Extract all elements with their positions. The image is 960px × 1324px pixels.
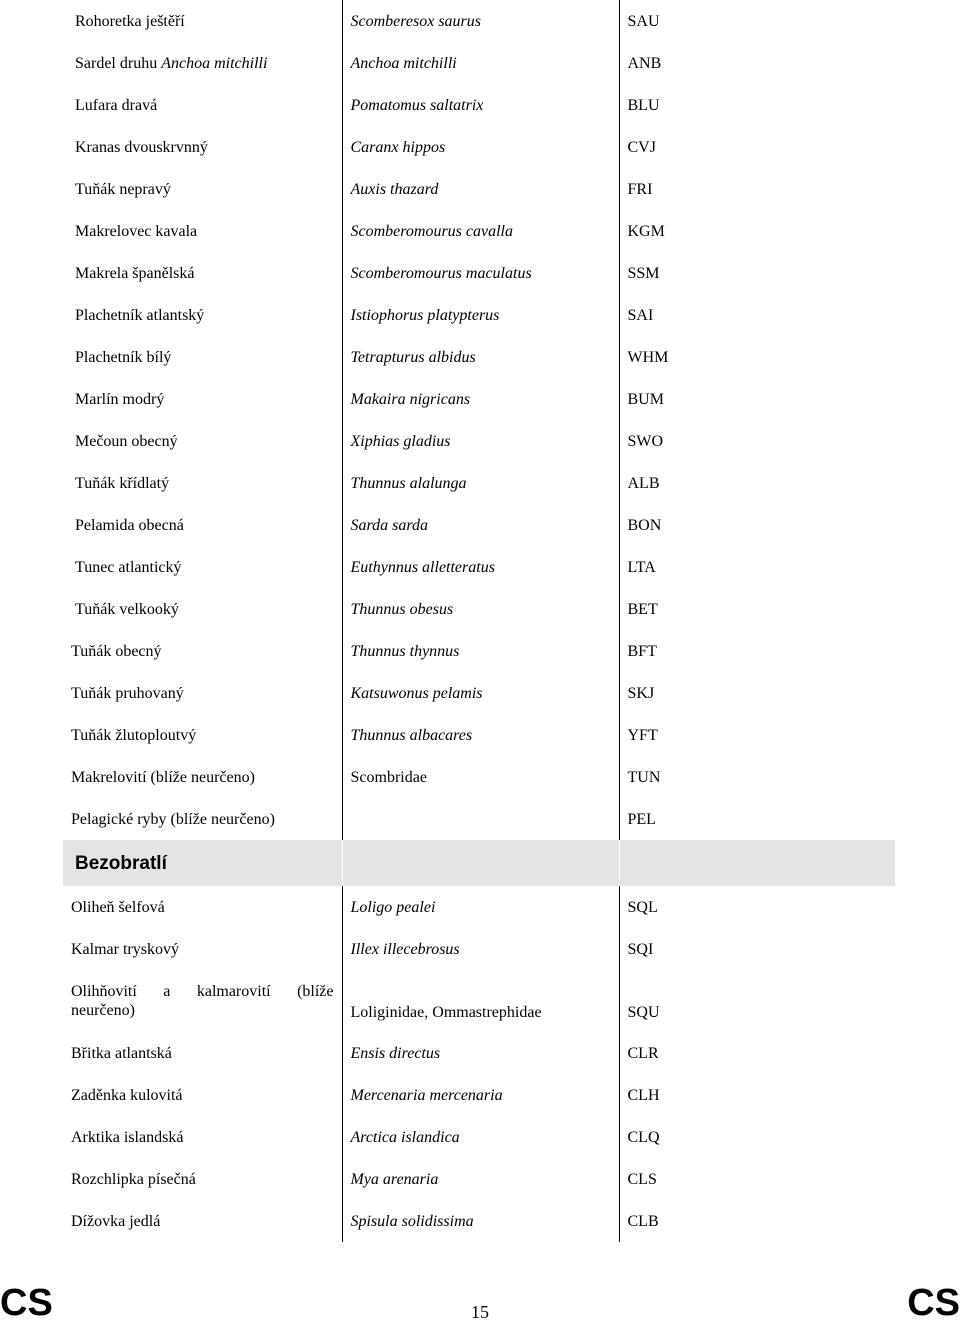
czech-name-line1: Olihňovití a kalmarovití (blíže <box>71 983 334 1000</box>
section-title: Bezobratlí <box>63 840 342 886</box>
table-row <box>63 1032 895 1074</box>
code-cell: ALB <box>619 462 895 504</box>
code-cell: BON <box>619 504 895 546</box>
czech-name-cell: Makrelovec kavala <box>75 222 198 240</box>
table-row <box>63 1158 895 1200</box>
table-row <box>63 378 895 420</box>
czech-name-cell: Lufara dravá <box>75 96 158 114</box>
code-cell: YFT <box>619 714 895 756</box>
latin-name-cell: Thunnus albacares <box>342 714 619 756</box>
czech-name-cell: Plachetník bílý <box>75 348 172 366</box>
czech-name-cell: Arktika islandská <box>71 1128 184 1146</box>
table-row <box>63 504 895 546</box>
latin-name-cell: Arctica islandica <box>342 1116 619 1158</box>
code-cell: SSM <box>619 252 895 294</box>
czech-name-cell: Oliheň šelfová <box>71 898 165 916</box>
code-cell: SQU <box>619 970 895 1032</box>
czech-name-italic: Anchoa mitchilli <box>161 54 268 72</box>
code-cell: CLR <box>619 1032 895 1074</box>
code-cell: CLQ <box>619 1116 895 1158</box>
latin-name-cell: Thunnus alalunga <box>342 462 619 504</box>
latin-name-cell: Anchoa mitchilli <box>342 42 619 84</box>
code-cell: FRI <box>619 168 895 210</box>
table-row <box>63 672 895 714</box>
czech-name-cell: Rohoretka ještěří <box>75 12 185 30</box>
czech-name-cell: Rozchlipka písečná <box>71 1170 196 1188</box>
czech-name-cell: Tuňák pruhovaný <box>71 684 184 702</box>
code-cell: LTA <box>619 546 895 588</box>
footer-language-code-left: CS <box>0 1282 53 1324</box>
code-cell: BFT <box>619 630 895 672</box>
latin-name-cell: Thunnus obesus <box>342 588 619 630</box>
czech-name-line2: neurčeno) <box>71 1002 135 1019</box>
czech-name-prefix: Sardel druhu <box>75 54 162 72</box>
czech-name-cell: Mečoun obecný <box>75 432 178 450</box>
latin-name-cell: Katsuwonus pelamis <box>342 672 619 714</box>
table-row <box>63 588 895 630</box>
latin-name-cell: Caranx hippos <box>342 126 619 168</box>
page-number: 15 <box>471 1302 489 1322</box>
code-cell: KGM <box>619 210 895 252</box>
code-cell: CLB <box>619 1200 895 1242</box>
section-header-row <box>63 840 895 886</box>
latin-name-cell: Auxis thazard <box>342 168 619 210</box>
table-row <box>63 252 895 294</box>
code-cell: SAI <box>619 294 895 336</box>
czech-name-cell: Tunec atlantický <box>75 558 182 576</box>
table-row <box>63 0 895 42</box>
table-row <box>63 42 895 84</box>
czech-name-cell: Kranas dvouskrvnný <box>75 138 208 156</box>
code-cell: CLH <box>619 1074 895 1116</box>
table-row <box>63 210 895 252</box>
czech-name-cell: Zaděnka kulovitá <box>71 1086 183 1104</box>
latin-name-cell: Ensis directus <box>342 1032 619 1074</box>
czech-name-cell <box>63 970 342 1032</box>
latin-name-cell: Pomatomus saltatrix <box>342 84 619 126</box>
code-cell: ANB <box>619 42 895 84</box>
latin-name-cell: Scomberomourus maculatus <box>342 252 619 294</box>
table-row <box>63 1200 895 1242</box>
table-row <box>63 1074 895 1116</box>
latin-name-cell: Scomberesox saurus <box>342 0 619 42</box>
latin-name-cell: Euthynnus alletteratus <box>342 546 619 588</box>
latin-name-cell: Loliginidae, Ommastrephidae <box>342 970 619 1032</box>
czech-name-cell: Tuňák žlutoploutvý <box>71 726 197 744</box>
table-row <box>63 336 895 378</box>
code-cell: WHM <box>619 336 895 378</box>
code-cell: PEL <box>619 798 895 840</box>
table-row <box>63 886 895 928</box>
latin-name-cell: Illex illecebrosus <box>342 928 619 970</box>
latin-name-cell <box>342 798 619 840</box>
code-cell: TUN <box>619 756 895 798</box>
species-code-table <box>63 0 895 1242</box>
czech-name-cell: Tuňák nepravý <box>75 180 171 198</box>
czech-name-cell: Dížovka jedlá <box>71 1212 161 1230</box>
code-cell: SQI <box>619 928 895 970</box>
table-row <box>63 928 895 970</box>
czech-name-cell: Břitka atlantská <box>71 1044 172 1062</box>
latin-name-cell: Xiphias gladius <box>342 420 619 462</box>
table-row <box>63 168 895 210</box>
czech-name-cell: Pelamida obecná <box>75 516 184 534</box>
code-cell: SQL <box>619 886 895 928</box>
latin-name-cell: Mercenaria mercenaria <box>342 1074 619 1116</box>
czech-name-cell: Marlín modrý <box>75 390 165 408</box>
czech-name-cell: Tuňák velkooký <box>75 600 179 618</box>
code-cell: SAU <box>619 0 895 42</box>
latin-name-cell: Makaira nigricans <box>342 378 619 420</box>
code-cell: BUM <box>619 378 895 420</box>
czech-name-cell <box>63 42 342 84</box>
table-row <box>63 420 895 462</box>
czech-name-cell: Kalmar tryskový <box>71 940 179 958</box>
latin-name-cell: Mya arenaria <box>342 1158 619 1200</box>
czech-name-cell: Tuňák křídlatý <box>75 474 170 492</box>
code-cell: SWO <box>619 420 895 462</box>
latin-name-cell: Spisula solidissima <box>342 1200 619 1242</box>
code-cell: BLU <box>619 84 895 126</box>
table-row <box>63 546 895 588</box>
table-row <box>63 1116 895 1158</box>
czech-name-cell: Makrelovití (blíže neurčeno) <box>71 768 255 786</box>
table-row <box>63 714 895 756</box>
latin-name-cell: Scomberomourus cavalla <box>342 210 619 252</box>
code-cell: CLS <box>619 1158 895 1200</box>
code-cell: CVJ <box>619 126 895 168</box>
table-row <box>63 462 895 504</box>
czech-name-cell: Plachetník atlantský <box>75 306 205 324</box>
table-row <box>63 630 895 672</box>
table-row <box>63 756 895 798</box>
latin-name-cell: Thunnus thynnus <box>342 630 619 672</box>
code-cell: SKJ <box>619 672 895 714</box>
table-row <box>63 970 895 1032</box>
section-empty-cell <box>619 840 895 886</box>
table-row <box>63 294 895 336</box>
table-row <box>63 798 895 840</box>
latin-name-cell: Istiophorus platypterus <box>342 294 619 336</box>
latin-name-cell: Sarda sarda <box>342 504 619 546</box>
latin-name-cell: Scombridae <box>342 756 619 798</box>
table-row <box>63 84 895 126</box>
czech-name-cell: Tuňák obecný <box>71 642 162 660</box>
czech-name-cell: Makrela španělská <box>75 264 195 282</box>
latin-name-cell: Tetrapturus albidus <box>342 336 619 378</box>
czech-name-cell: Pelagické ryby (blíže neurčeno) <box>71 810 275 828</box>
species-table-container <box>63 0 895 1242</box>
code-cell: BET <box>619 588 895 630</box>
footer-language-code-right: CS <box>907 1282 960 1324</box>
section-empty-cell <box>342 840 619 886</box>
latin-name-cell: Loligo pealei <box>342 886 619 928</box>
table-row <box>63 126 895 168</box>
